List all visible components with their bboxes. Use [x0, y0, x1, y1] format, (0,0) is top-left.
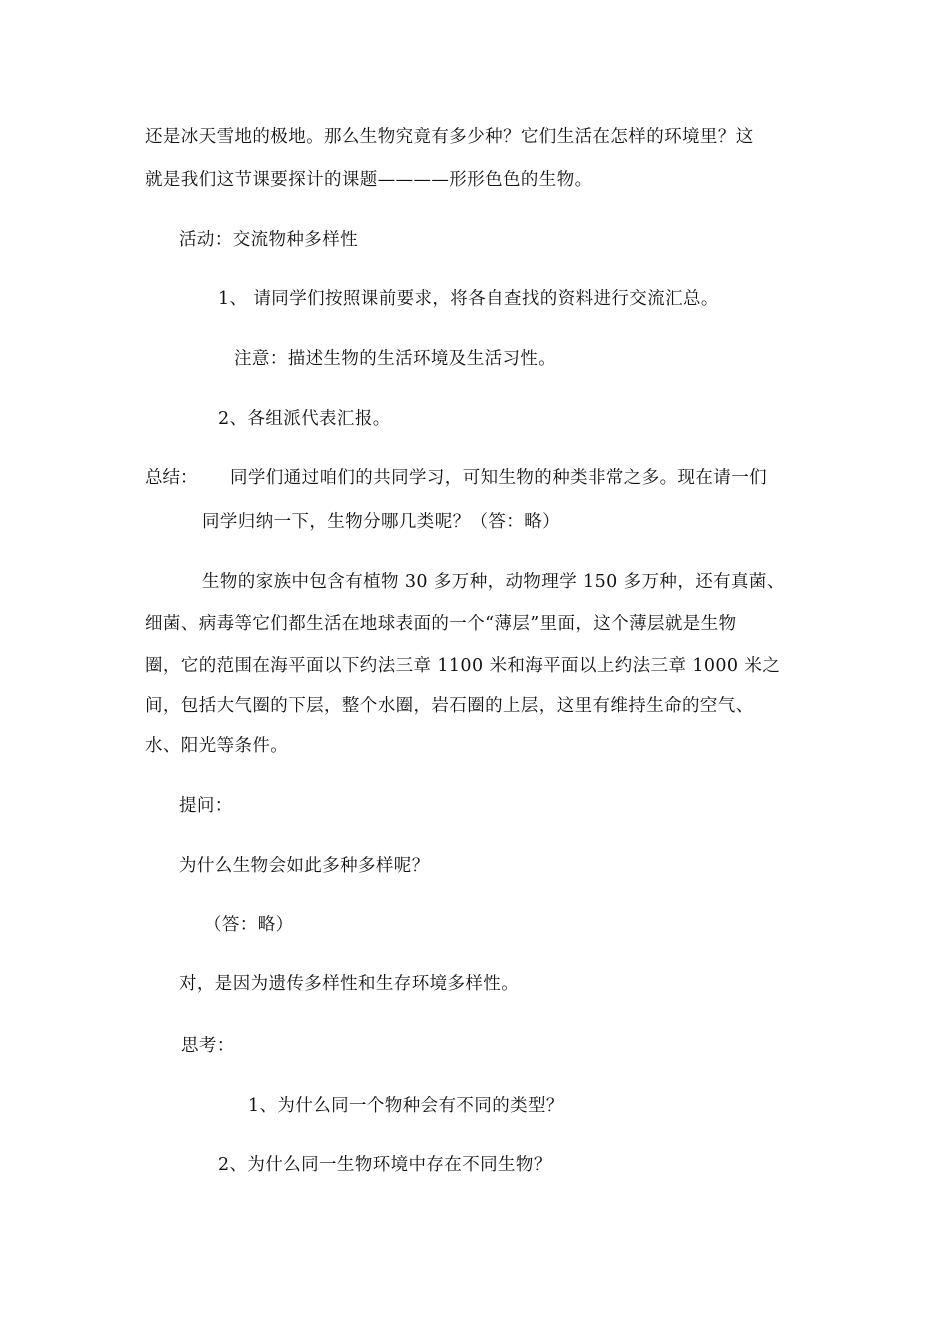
summary-line-2: 同学归纳一下，生物分哪几类呢？（答：略） [202, 512, 560, 532]
biosphere-line-2: 细菌、病毒等它们都生活在地球表面的一个“薄层”里面，这个薄层就是生物 [145, 614, 737, 634]
activity-note: 注意：描述生物的生活环境及生活习性。 [234, 349, 557, 369]
intro-line-1: 还是冰天雪地的极地。那么生物究竟有多少种？它们生活在怎样的环境里？这 [145, 127, 754, 147]
biosphere-line-5: 水、阳光等条件。 [145, 736, 289, 756]
question-response: 对，是因为遗传多样性和生存环境多样性。 [179, 974, 520, 994]
thinking-label: 思考： [181, 1036, 235, 1056]
thinking-item-2: 2、为什么同一生物环境中存在不同生物？ [218, 1155, 552, 1175]
activity-heading: 活动：交流物种多样性 [179, 230, 358, 250]
activity-item-1: 1、 请同学们按照课前要求，将各自查找的资料进行交流汇总。 [218, 289, 719, 309]
thinking-item-1: 1、为什么同一个物种会有不同的类型？ [248, 1096, 564, 1116]
question-label: 提问： [179, 796, 233, 816]
summary-line-1: 同学们通过咱们的共同学习，可知生物的种类非常之多。现在请一们 [230, 468, 767, 488]
biosphere-line-3: 圈，它的范围在海平面以下约法三章 1100 米和海平面以上约法三章 1000 米之 [145, 656, 781, 676]
intro-line-2: 就是我们这节课要探计的课题————形形色色的生物。 [145, 170, 593, 190]
question-text: 为什么生物会如此多种多样呢？ [179, 856, 430, 876]
summary-label: 总结： [145, 468, 198, 488]
biosphere-line-4: 间，包括大气圈的下层，整个水圈，岩石圈的上层，这里有维持生命的空气、 [145, 696, 754, 716]
activity-item-2: 2、各组派代表汇报。 [218, 409, 391, 429]
biosphere-line-1: 生物的家族中包含有植物 30 多万种，动物理学 150 多万种，还有真菌、 [202, 572, 785, 592]
question-answer: （答：略） [204, 915, 294, 935]
